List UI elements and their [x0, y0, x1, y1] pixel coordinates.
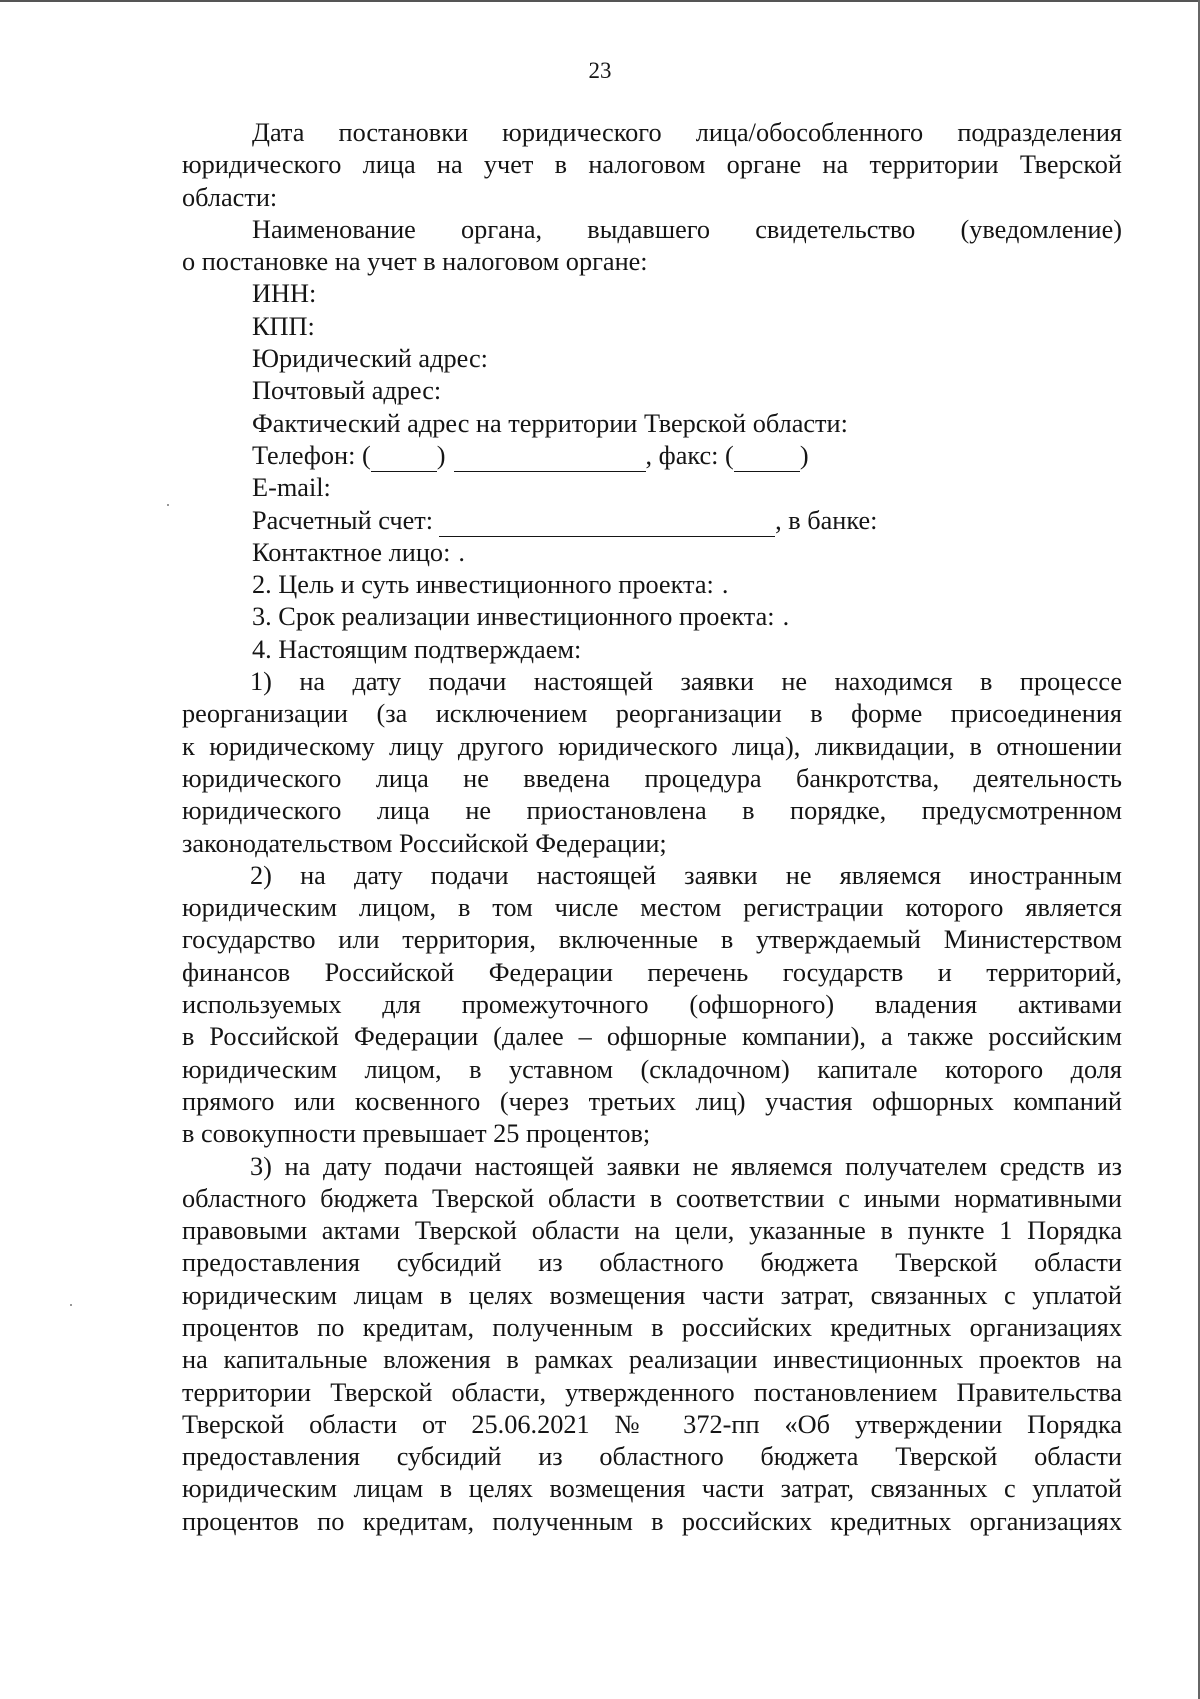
inn-label: ИНН: — [252, 279, 317, 309]
confirm-item-3 — [182, 1151, 1122, 1539]
paragraph-line: предоставления субсидий из областного бюджета Тверской области — [182, 1442, 1122, 1472]
kpp-label: КПП: — [252, 311, 315, 341]
paragraph-line: используемых для промежуточного (офшорного) владения активами — [182, 990, 1122, 1020]
account-field[interactable] — [439, 536, 775, 537]
paragraph-line: территории Тверской области, утвержденного постановлением Правительства — [182, 1377, 1122, 1407]
phone-code-field[interactable] — [371, 471, 437, 472]
kpp-row — [182, 311, 1122, 343]
paragraph-line: к юридическому лицу другого юридического лица), ликвидации, в отношении — [182, 731, 1122, 761]
email-label: E-mail: — [252, 473, 331, 503]
scan-speck — [70, 1304, 72, 1306]
paragraph-line: государство или территория, включенные в утверждаемый Министерством — [182, 925, 1122, 955]
paragraph-line: правовыми актами Тверской области на цели, указанные в пункте 1 Порядка — [182, 1216, 1122, 1246]
paragraph-line: в Российской Федерации (далее – офшорные компании), а также российским — [182, 1022, 1122, 1052]
confirm-item-1 — [182, 666, 1122, 860]
paragraph-line: финансов Российской Федерации перечень государств и территорий, — [182, 957, 1122, 987]
paragraph-line: юридическим лицам в целях возмещения части затрат, связанных с уплатой — [182, 1280, 1122, 1310]
confirm-heading: 4. Настоящим подтверждаем: — [252, 634, 582, 664]
phone-fax-row — [182, 440, 1122, 472]
registration-date-label-cont: юридического лица на учет в налоговом органе на территории Тверской — [182, 150, 1122, 180]
page-edge-top — [0, 0, 1200, 2]
form-content — [182, 117, 1122, 1538]
paragraph-line: в совокупности превышает 25 процентов; — [182, 1119, 651, 1149]
phone-number-field[interactable] — [454, 471, 646, 472]
project-term-label: 3. Срок реализации инвестиционного проекта: — [252, 602, 775, 632]
scan-speck — [167, 504, 169, 506]
page-number: 23 — [588, 58, 612, 83]
paragraph-line: процентов по кредитам, полученным в российских кредитных организациях — [182, 1506, 1122, 1536]
confirm-item-2 — [182, 860, 1122, 1151]
contact-label: Контактное лицо: — [252, 537, 451, 567]
actual-address-label: Фактический адрес на территории Тверской области: — [252, 408, 848, 438]
registration-date-row — [182, 182, 1122, 214]
account-row — [182, 505, 1122, 537]
issuer-label-end: о постановке на учет в налоговом органе: — [182, 247, 648, 277]
paragraph-line: процентов по кредитам, полученным в российских кредитных организациях — [182, 1312, 1122, 1342]
contact-row — [182, 537, 1122, 569]
email-row — [182, 472, 1122, 504]
fax-label: , факс: ( — [645, 440, 734, 470]
paragraph-line: 3) на дату подачи настоящей заявки не являемся получателем средств из — [250, 1151, 1122, 1181]
paragraph-line: областного бюджета Тверской области в соответствии с иными нормативными — [182, 1183, 1122, 1213]
paragraph-line: предоставления субсидий из областного бюджета Тверской области — [182, 1248, 1122, 1278]
registration-date-label-end: области: — [182, 182, 278, 212]
postal-address-row — [182, 375, 1122, 407]
legal-address-row — [182, 343, 1122, 375]
phone-close-paren: ) — [436, 440, 446, 470]
registration-date-label: Дата постановки юридического лица/обособленного подразделения — [252, 118, 1122, 147]
issuer-label: Наименование органа, выдавшего свидетельство (уведомление) — [252, 214, 1122, 244]
paragraph-line: юридического лица не введена процедура банкротства, деятельность — [182, 763, 1122, 793]
contact-dot: . — [458, 537, 465, 567]
paragraph-line: юридическим лицам в целях возмещения части затрат, связанных с уплатой — [182, 1474, 1122, 1504]
project-term-row — [182, 601, 1122, 633]
bank-label: , в банке: — [775, 505, 878, 535]
fax-close-paren: ) — [799, 440, 809, 470]
paragraph-line: 1) на дату подачи настоящей заявки не находимся в процессе — [250, 667, 1122, 697]
paragraph-line: юридическим лицом, в уставном (складочном) капитале которого доля — [182, 1054, 1122, 1084]
paragraph-line: Тверской области от 25.06.2021 № 372-пп «Об утверждении Порядка — [182, 1409, 1122, 1439]
paragraph-line: реорганизации (за исключением реорганизации в форме присоединения — [182, 699, 1122, 729]
issuer-row — [182, 246, 1122, 278]
actual-address-row — [182, 408, 1122, 440]
postal-address-label: Почтовый адрес: — [252, 376, 442, 406]
paragraph-line: юридическим лицом, в том числе местом регистрации которого является — [182, 893, 1122, 923]
account-label: Расчетный счет: — [252, 505, 434, 535]
phone-label: Телефон: ( — [252, 440, 371, 470]
inn-row — [182, 278, 1122, 310]
project-term-dot: . — [782, 602, 790, 632]
fax-code-field[interactable] — [734, 471, 800, 472]
paragraph-line: юридического лица не приостановлена в порядке, предусмотренном — [182, 796, 1122, 826]
project-goal-label: 2. Цель и суть инвестиционного проекта: — [252, 570, 714, 600]
paragraph-line: 2) на дату подачи настоящей заявки не являемся иностранным — [250, 860, 1122, 890]
paragraph-line: законодательством Российской Федерации; — [182, 828, 667, 858]
paragraph-line: на капитальные вложения в рамках реализации инвестиционных проектов на — [182, 1345, 1122, 1375]
paragraph-line: прямого или косвенного (через третьих лиц) участия офшорных компаний — [182, 1086, 1122, 1116]
legal-address-label: Юридический адрес: — [252, 344, 488, 374]
project-goal-row — [182, 569, 1122, 601]
project-goal-dot: . — [721, 570, 729, 600]
